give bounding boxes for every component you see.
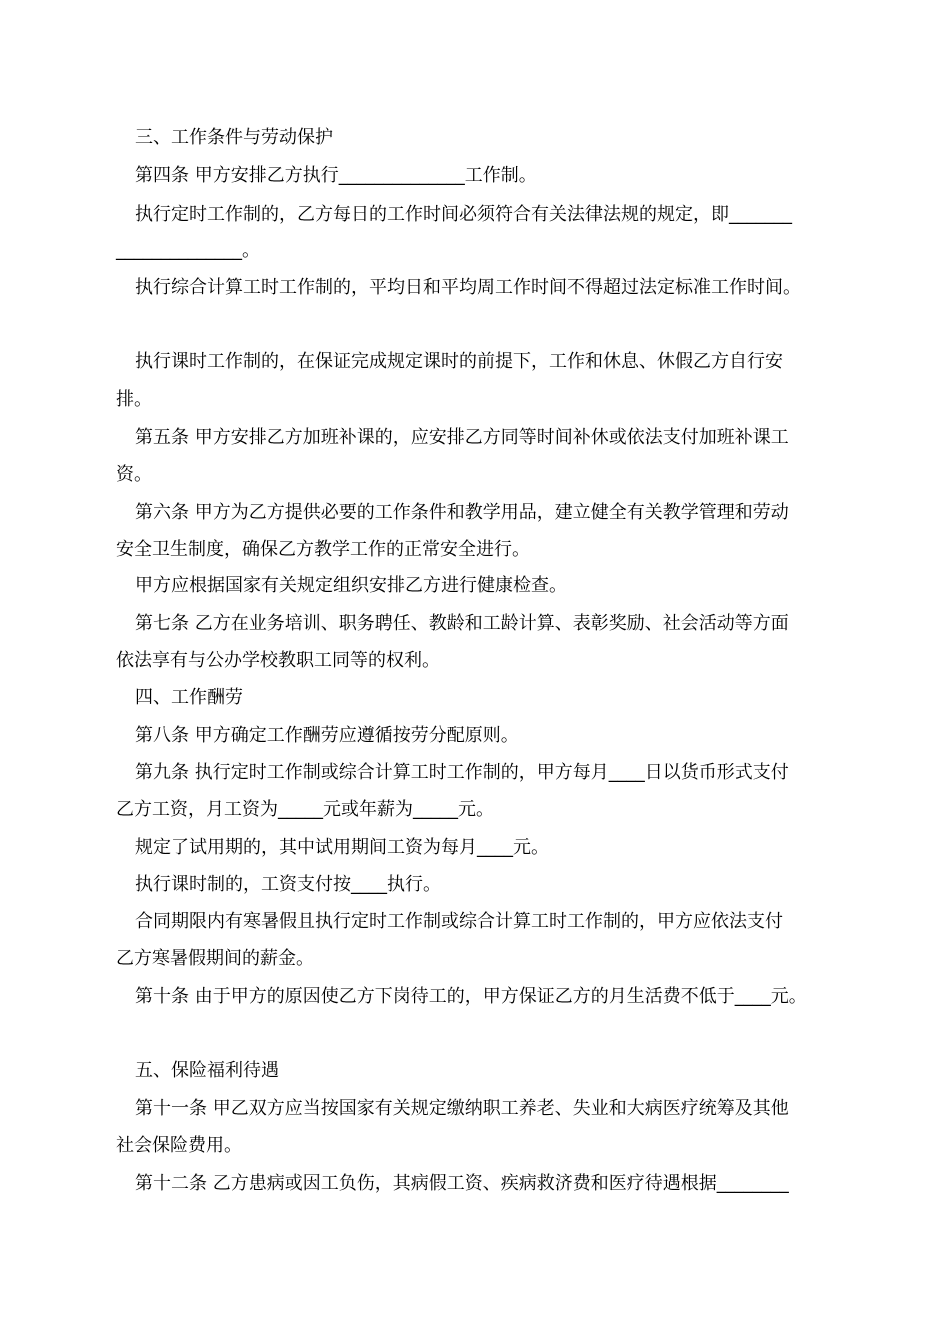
article-5: 第五条 甲方安排乙方加班补课的，应安排乙方同等时间补休或依法支付加班补课工 [135,427,789,448]
paragraph-line: 安全卫生制度，确保乙方教学工作的正常安全进行。 [116,539,530,560]
article-7: 第七条 乙方在业务培训、职务聘任、教龄和工龄计算、表彰奖励、社会活动等方面 [135,613,789,634]
paragraph-line: 乙方寒暑假期间的薪金。 [116,948,314,969]
section-heading: 五、保险福利待遇 [135,1060,279,1081]
article-4: 第四条 甲方安排乙方执行______________工作制。 [135,165,537,186]
paragraph-line: ______________。 [116,240,260,261]
section-heading: 三、工作条件与劳动保护 [135,127,333,148]
article-8: 第八条 甲方确定工作酬劳应遵循按劳分配原则。 [135,725,519,746]
article-6: 第六条 甲方为乙方提供必要的工作条件和教学用品，建立健全有关教学管理和劳动 [135,502,789,523]
paragraph-line: 执行定时工作制的，乙方每日的工作时间必须符合有关法律法规的规定，即_______ [135,204,792,225]
paragraph-line: 乙方工资，月工资为_____元或年薪为_____元。 [116,799,494,820]
article-12: 第十二条 乙方患病或因工负伤，其病假工资、疾病救济费和医疗待遇根据________ [135,1173,789,1194]
article-10: 第十条 由于甲方的原因使乙方下岗待工的，甲方保证乙方的月生活费不低于____元。 [135,986,807,1007]
paragraph-line: 执行课时工作制的，在保证完成规定课时的前提下，工作和休息、休假乙方自行安 [135,351,783,372]
paragraph-line: 合同期限内有寒暑假且执行定时工作制或综合计算工时工作制的，甲方应依法支付 [135,911,783,932]
paragraph-line: 资。 [116,464,152,485]
paragraph-line: 执行课时制的，工资支付按____执行。 [135,874,441,895]
paragraph-line: 甲方应根据国家有关规定组织安排乙方进行健康检查。 [135,575,567,596]
paragraph-line: 执行综合计算工时工作制的，平均日和平均周工作时间不得超过法定标准工作时间。 [135,277,801,298]
paragraph-line: 排。 [116,389,152,410]
paragraph-line: 规定了试用期的，其中试用期间工资为每月____元。 [135,837,549,858]
article-11: 第十一条 甲乙双方应当按国家有关规定缴纳职工养老、失业和大病医疗统筹及其他 [135,1098,789,1119]
paragraph-line: 依法享有与公办学校教职工同等的权利。 [116,650,440,671]
section-heading: 四、工作酬劳 [135,687,243,708]
article-9: 第九条 执行定时工作制或综合计算工时工作制的，甲方每月____日以货币形式支付 [135,762,789,783]
paragraph-line: 社会保险费用。 [116,1135,242,1156]
